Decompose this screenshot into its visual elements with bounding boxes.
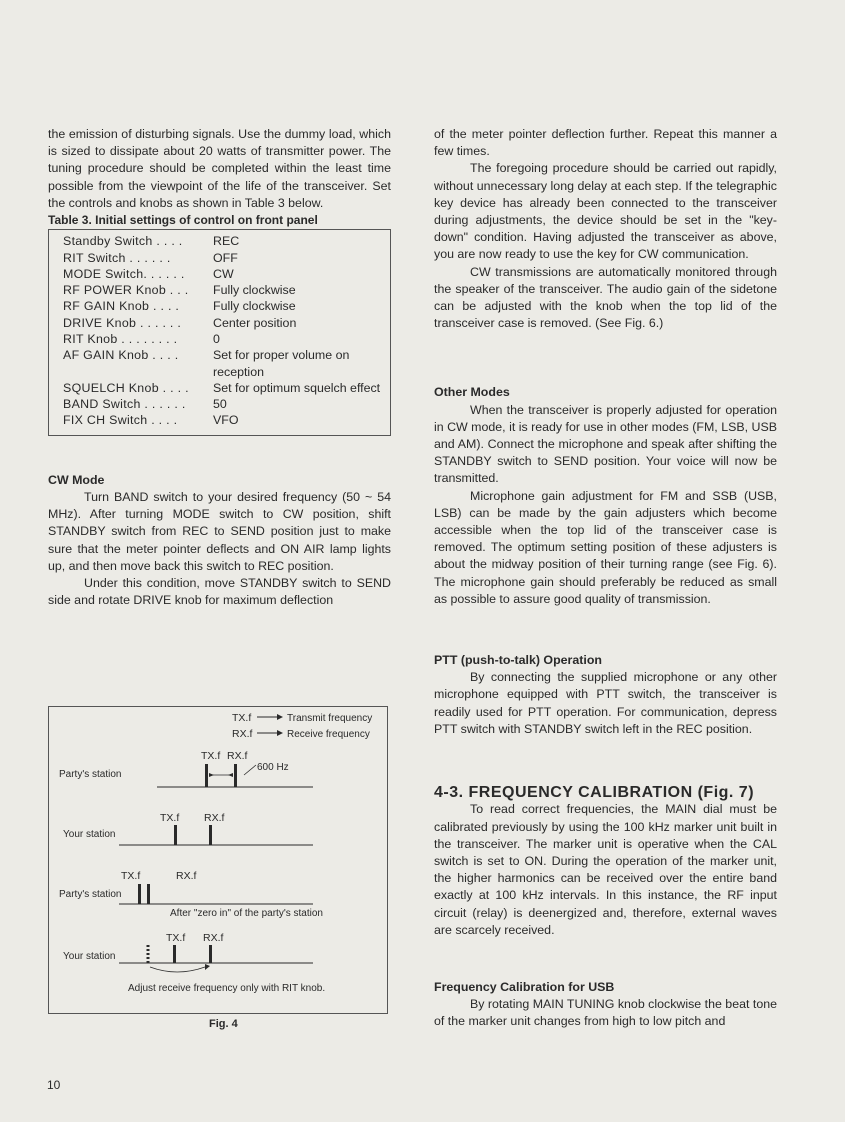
right-paragraph-1: of the meter pointer deflection further. Repeat this manner a few times. <box>434 127 777 159</box>
row1-hz-label: 600 Hz <box>257 762 289 773</box>
cw-paragraph-2: Under this condition, move STANDBY switch to SEND side and rotate DRIVE knob for maximum deflection <box>48 576 391 608</box>
row4-tx-label: TX.f <box>166 932 186 944</box>
ptt-heading: PTT (push-to-talk) Operation <box>434 653 602 668</box>
row4-your-label: Your station <box>63 951 116 962</box>
table-row: AF GAIN Knob . . . . Set for proper volume on reception <box>63 348 350 379</box>
row3-party-label: Party's station <box>59 889 122 900</box>
row4-rx-label: RX.f <box>203 932 224 944</box>
table-row: BAND Switch . . . . . . 50 <box>63 397 227 412</box>
row3-zero-in-label: After "zero in" of the party's station <box>170 908 323 919</box>
row2-tx-bar <box>174 825 177 845</box>
figure-4 <box>48 706 388 1030</box>
table-row: RF GAIN Knob . . . . Fully clockwise <box>63 299 296 314</box>
table-row: RIT Switch . . . . . . OFF <box>63 250 238 265</box>
row3-tx-label: TX.f <box>121 870 141 882</box>
adjust-note: Adjust receive frequency only with RIT knob. <box>128 983 326 994</box>
row1-party-label: Party's station <box>59 769 122 780</box>
table-row: MODE Switch. . . . . . CW <box>63 266 234 281</box>
legend-tx-label: TX.f <box>232 712 252 724</box>
table-row: FIX CH Switch . . . . VFO <box>63 413 239 428</box>
row2-your-label: Your station <box>63 829 116 840</box>
row2-rx-bar <box>209 825 212 845</box>
intro-paragraph: the emission of disturbing signals. Use the dummy load, which is sized to dissipate about 20 watts of transmitter power. The tuning procedure should be completed within the least time possible from the viewpoint of the life of the transceiver. Set the controls and knobs as shown in Table 3 below. <box>48 127 391 210</box>
ptt-paragraph: By connecting the supplied microphone or any other microphone equipped with PTT switch, the transceiver is readily used for PTT operation. For communication, depress PTT switch with STANDBY switch left in the REC position. <box>434 670 777 736</box>
legend-tx-desc: Transmit frequency <box>287 713 373 724</box>
row1-rx-label: RX.f <box>227 750 248 762</box>
other-modes-heading: Other Modes <box>434 385 510 400</box>
other-modes-paragraph-2: Microphone gain adjustment for FM and SSB (USB, LSB) can be made by the gain adjusters which become accessible when the top lid of the transceiver case is removed. The optimum setting position of these adjusters is about the midway position of their turning range (see Fig. 6). The microphone gain should preferably be reduced as small as possible to assure good quality of transmission. <box>434 488 777 606</box>
cw-paragraph-1: Turn BAND switch to your desired frequency (50 ~ 54 MHz). After turning MODE switch to CW position, shift STANDBY switch from REC to SEND position just to make sure that the meter pointer deflects and ON AIR lamp lights up, and then move back this switch to REC position. <box>48 489 391 573</box>
frequency-diagram <box>49 707 387 1030</box>
row4-rx-bar <box>209 945 212 963</box>
other-modes-paragraph-1: When the transceiver is properly adjusted for operation in CW mode, it is ready for use in other modes (FM, LSB, USB and AM). Connect the microphone and speak after shifting the STANDBY switch to SEND position. Your voice will now be transmitted. <box>434 402 777 486</box>
table-row: Standby Switch . . . . REC <box>63 234 240 249</box>
section-title: 4-3. FREQUENCY CALIBRATION (Fig. 7) <box>434 784 755 802</box>
right-column <box>434 126 777 1031</box>
row2-rx-label: RX.f <box>204 812 225 824</box>
row3-rx-bar <box>147 884 150 904</box>
row2-tx-label: TX.f <box>160 812 180 824</box>
row1-rx-bar <box>234 764 237 787</box>
page-number: 10 <box>47 1078 61 1092</box>
table-row: SQUELCH Knob . . . . Set for optimum squelch effect <box>63 380 381 395</box>
left-column <box>48 126 391 609</box>
table-row: RF POWER Knob . . . Fully clockwise <box>63 283 296 298</box>
calibration-paragraph: To read correct frequencies, the MAIN dial must be calibrated previously by using the 100 kHz marker unit built in the transceiver. The marker unit is operative when the CAL switch is set to ON. During the operation of the marker unit, the higher harmonics can be received over the entire band exactly at 100 kHz intervals. In this instance, the RF input circuit (relay) is deenergized and, therefore, external waves are scarcely received. <box>434 802 777 937</box>
usb-heading: Frequency Calibration for USB <box>434 979 615 994</box>
settings-table <box>48 229 391 436</box>
figure-caption: Fig. 4 <box>209 1018 238 1030</box>
row3-tx-bar <box>138 884 141 904</box>
legend-rx-label: RX.f <box>232 728 253 740</box>
right-paragraph-3: CW transmissions are automatically monitored through the speaker of the transceiver. The audio gain of the sidetone can be adjusted with the knob when the top lid of the transceiver case is removed. (See Fig. 6.) <box>434 264 777 331</box>
table-row: RIT Knob . . . . . . . . 0 <box>63 332 220 346</box>
legend-rx-desc: Receive frequency <box>287 729 370 740</box>
table-caption: Table 3. Initial settings of control on front panel <box>48 213 318 228</box>
row4-tx-bar <box>173 945 176 963</box>
row3-rx-label: RX.f <box>176 870 197 882</box>
row1-tx-bar <box>205 764 208 787</box>
right-paragraph-2: The foregoing procedure should be carried out rapidly, without unnecessary long delay at each step. If the telegraphic key device has already been connected to the transceiver during adjustments, the device should be set in the "key-down" condition. Having adjusted the transceiver as above, you are now ready to use the key for CW communication. <box>434 161 777 262</box>
row1-tx-label: TX.f <box>201 750 221 762</box>
usb-paragraph: By rotating MAIN TUNING knob clockwise the beat tone of the marker unit changes from high to low pitch and <box>434 997 777 1029</box>
cw-mode-heading: CW Mode <box>48 472 105 487</box>
table-row: DRIVE Knob . . . . . . Center position <box>63 315 297 330</box>
